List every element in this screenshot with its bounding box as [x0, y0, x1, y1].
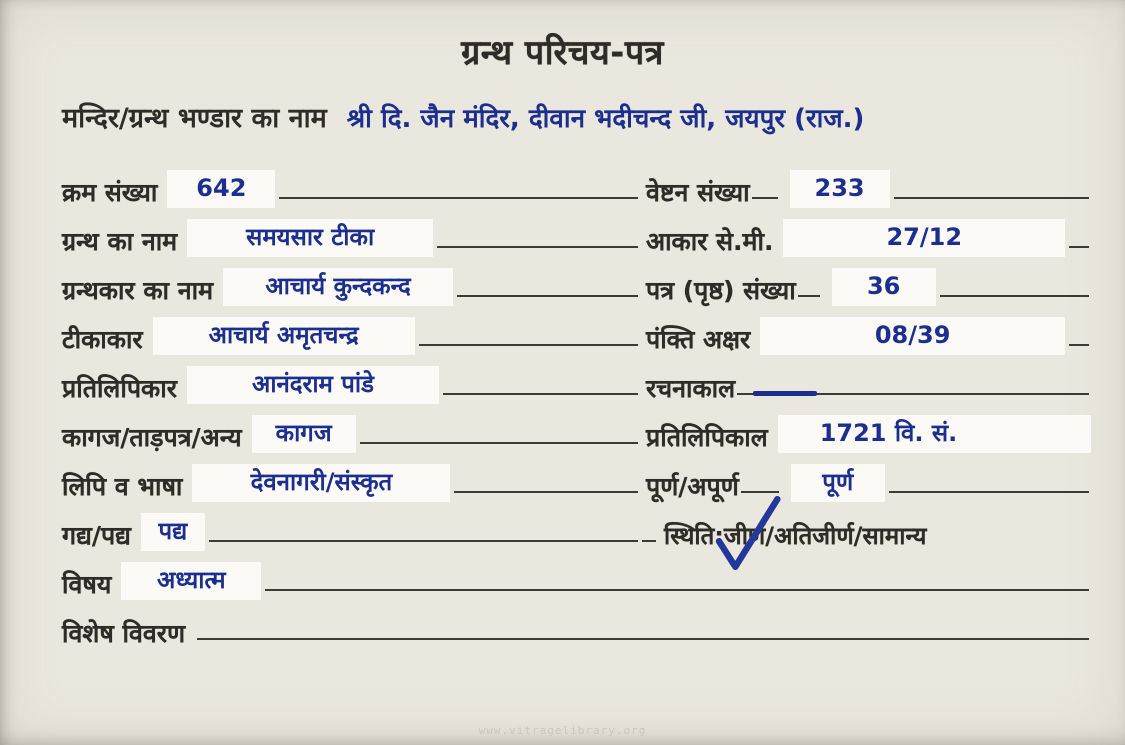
- condition-field: [640, 502, 1091, 551]
- field-row: [62, 257, 1091, 306]
- rule-line: [437, 246, 638, 248]
- complete-incomplete-value: पूर्ण: [791, 464, 885, 502]
- condition-option-jirn: जीर्ण: [724, 521, 765, 551]
- field-row: [62, 502, 1091, 551]
- field-row: [62, 355, 1091, 404]
- rule-line: [642, 540, 656, 542]
- blue-dash-mark: [753, 391, 817, 396]
- rule-line: [209, 540, 638, 542]
- rule-line: [457, 295, 638, 297]
- right-field: [640, 306, 1091, 355]
- field-row: [62, 159, 1091, 208]
- material-label: कागज/ताड़पत्र/अन्य: [62, 422, 242, 452]
- copyist-label: प्रतिलिपिकार: [62, 373, 177, 403]
- left-field: [62, 257, 640, 306]
- temple-name-label: मन्दिर/ग्रन्थ भण्डार का नाम: [62, 103, 327, 134]
- left-field: [62, 355, 640, 404]
- field-row: [62, 306, 1091, 355]
- condition-label: स्थिति:: [664, 522, 724, 550]
- rule-line: [279, 197, 638, 199]
- serial-number-label: क्रम संख्या: [62, 177, 158, 207]
- copyist-value: आनंदराम पांडे: [187, 366, 439, 404]
- header-row: [0, 74, 1125, 135]
- right-field: [640, 257, 1091, 306]
- left-field: [62, 306, 640, 355]
- watermark: www.vitragelibrary.org: [478, 724, 647, 737]
- rule-line: [443, 393, 638, 395]
- prose-verse-label: गद्य/पद्य: [62, 520, 131, 550]
- condition-separator: /: [765, 522, 775, 550]
- serial-number-value: 642: [167, 170, 275, 208]
- temple-name-value: श्री दि. जैन मंदिर, दीवान भदीचन्द जी, जयपुर (राज.): [346, 104, 865, 134]
- composition-date-label: रचनाकाल: [646, 373, 736, 403]
- page-count-label: पत्र (पृष्ठ) संख्या: [646, 275, 796, 305]
- left-field: [62, 453, 640, 502]
- script-language-label: लिपि व भाषा: [62, 471, 183, 501]
- rule-line: [1069, 246, 1089, 248]
- page-title: ग्रन्थ परिचय-पत्र: [461, 33, 664, 73]
- lines-letters-value: 08/39: [760, 317, 1065, 355]
- left-field: [62, 159, 640, 208]
- right-field: [640, 159, 1091, 208]
- condition-option-samanya: सामान्य: [862, 522, 927, 550]
- rule-line: [197, 638, 1089, 640]
- material-value: कागज: [252, 415, 356, 453]
- field-row: [62, 600, 1091, 649]
- book-name-value: समयसार टीका: [187, 219, 433, 257]
- page-count-value: 36: [832, 268, 936, 306]
- subject-value: अध्यात्म: [121, 562, 261, 600]
- size-cm-label: आकार से.मी.: [646, 226, 774, 256]
- bundle-number-label: वेष्टन संख्या: [646, 177, 750, 207]
- copy-date-label: प्रतिलिपिकाल: [646, 422, 768, 452]
- rule-line: [889, 491, 1089, 493]
- subject-label: विषय: [62, 569, 112, 599]
- field-row: [62, 208, 1091, 257]
- author-name-value: आचार्य कुन्दकन्द: [223, 268, 453, 306]
- author-name-label: ग्रन्थकार का नाम: [62, 275, 214, 305]
- special-details-label: विशेष विवरण: [62, 618, 186, 648]
- rule-line: [419, 344, 638, 346]
- rule-line: [1069, 344, 1089, 346]
- bundle-number-value: 233: [790, 170, 890, 208]
- book-name-label: ग्रन्थ का नाम: [62, 226, 178, 256]
- right-field: [640, 355, 1091, 404]
- rule-line: [265, 589, 1089, 591]
- rule-line: [454, 491, 638, 493]
- right-field: [640, 404, 1091, 453]
- right-field: [640, 208, 1091, 257]
- form-body: [0, 135, 1125, 649]
- size-cm-value: 27/12: [783, 219, 1065, 257]
- condition-option-atijirn: अतिजीर्ण: [774, 522, 854, 550]
- left-field: [62, 208, 640, 257]
- rule-line: [798, 295, 820, 297]
- rule-line: [737, 393, 1089, 395]
- condition-separator: /: [853, 522, 863, 550]
- commentator-label: टीकाकार: [62, 324, 143, 354]
- rule-line: [752, 197, 778, 199]
- left-field: [62, 502, 640, 551]
- commentator-value: आचार्य अमृतचन्द्र: [153, 317, 415, 355]
- script-language-value: देवनागरी/संस्कृत: [192, 464, 450, 502]
- field-row: [62, 551, 1091, 600]
- field-row: [62, 404, 1091, 453]
- rule-line: [894, 197, 1089, 199]
- prose-verse-value: पद्य: [141, 513, 205, 551]
- rule-line: [940, 295, 1089, 297]
- right-field: [640, 453, 1091, 502]
- left-field: [62, 404, 640, 453]
- field-row: [62, 453, 1091, 502]
- complete-incomplete-label: पूर्ण/अपूर्ण: [646, 471, 739, 501]
- lines-letters-label: पंक्ति अक्षर: [646, 324, 751, 354]
- rule-line: [360, 442, 638, 444]
- copy-date-value: 1721 वि. सं.: [778, 415, 1091, 453]
- rule-line: [741, 491, 779, 493]
